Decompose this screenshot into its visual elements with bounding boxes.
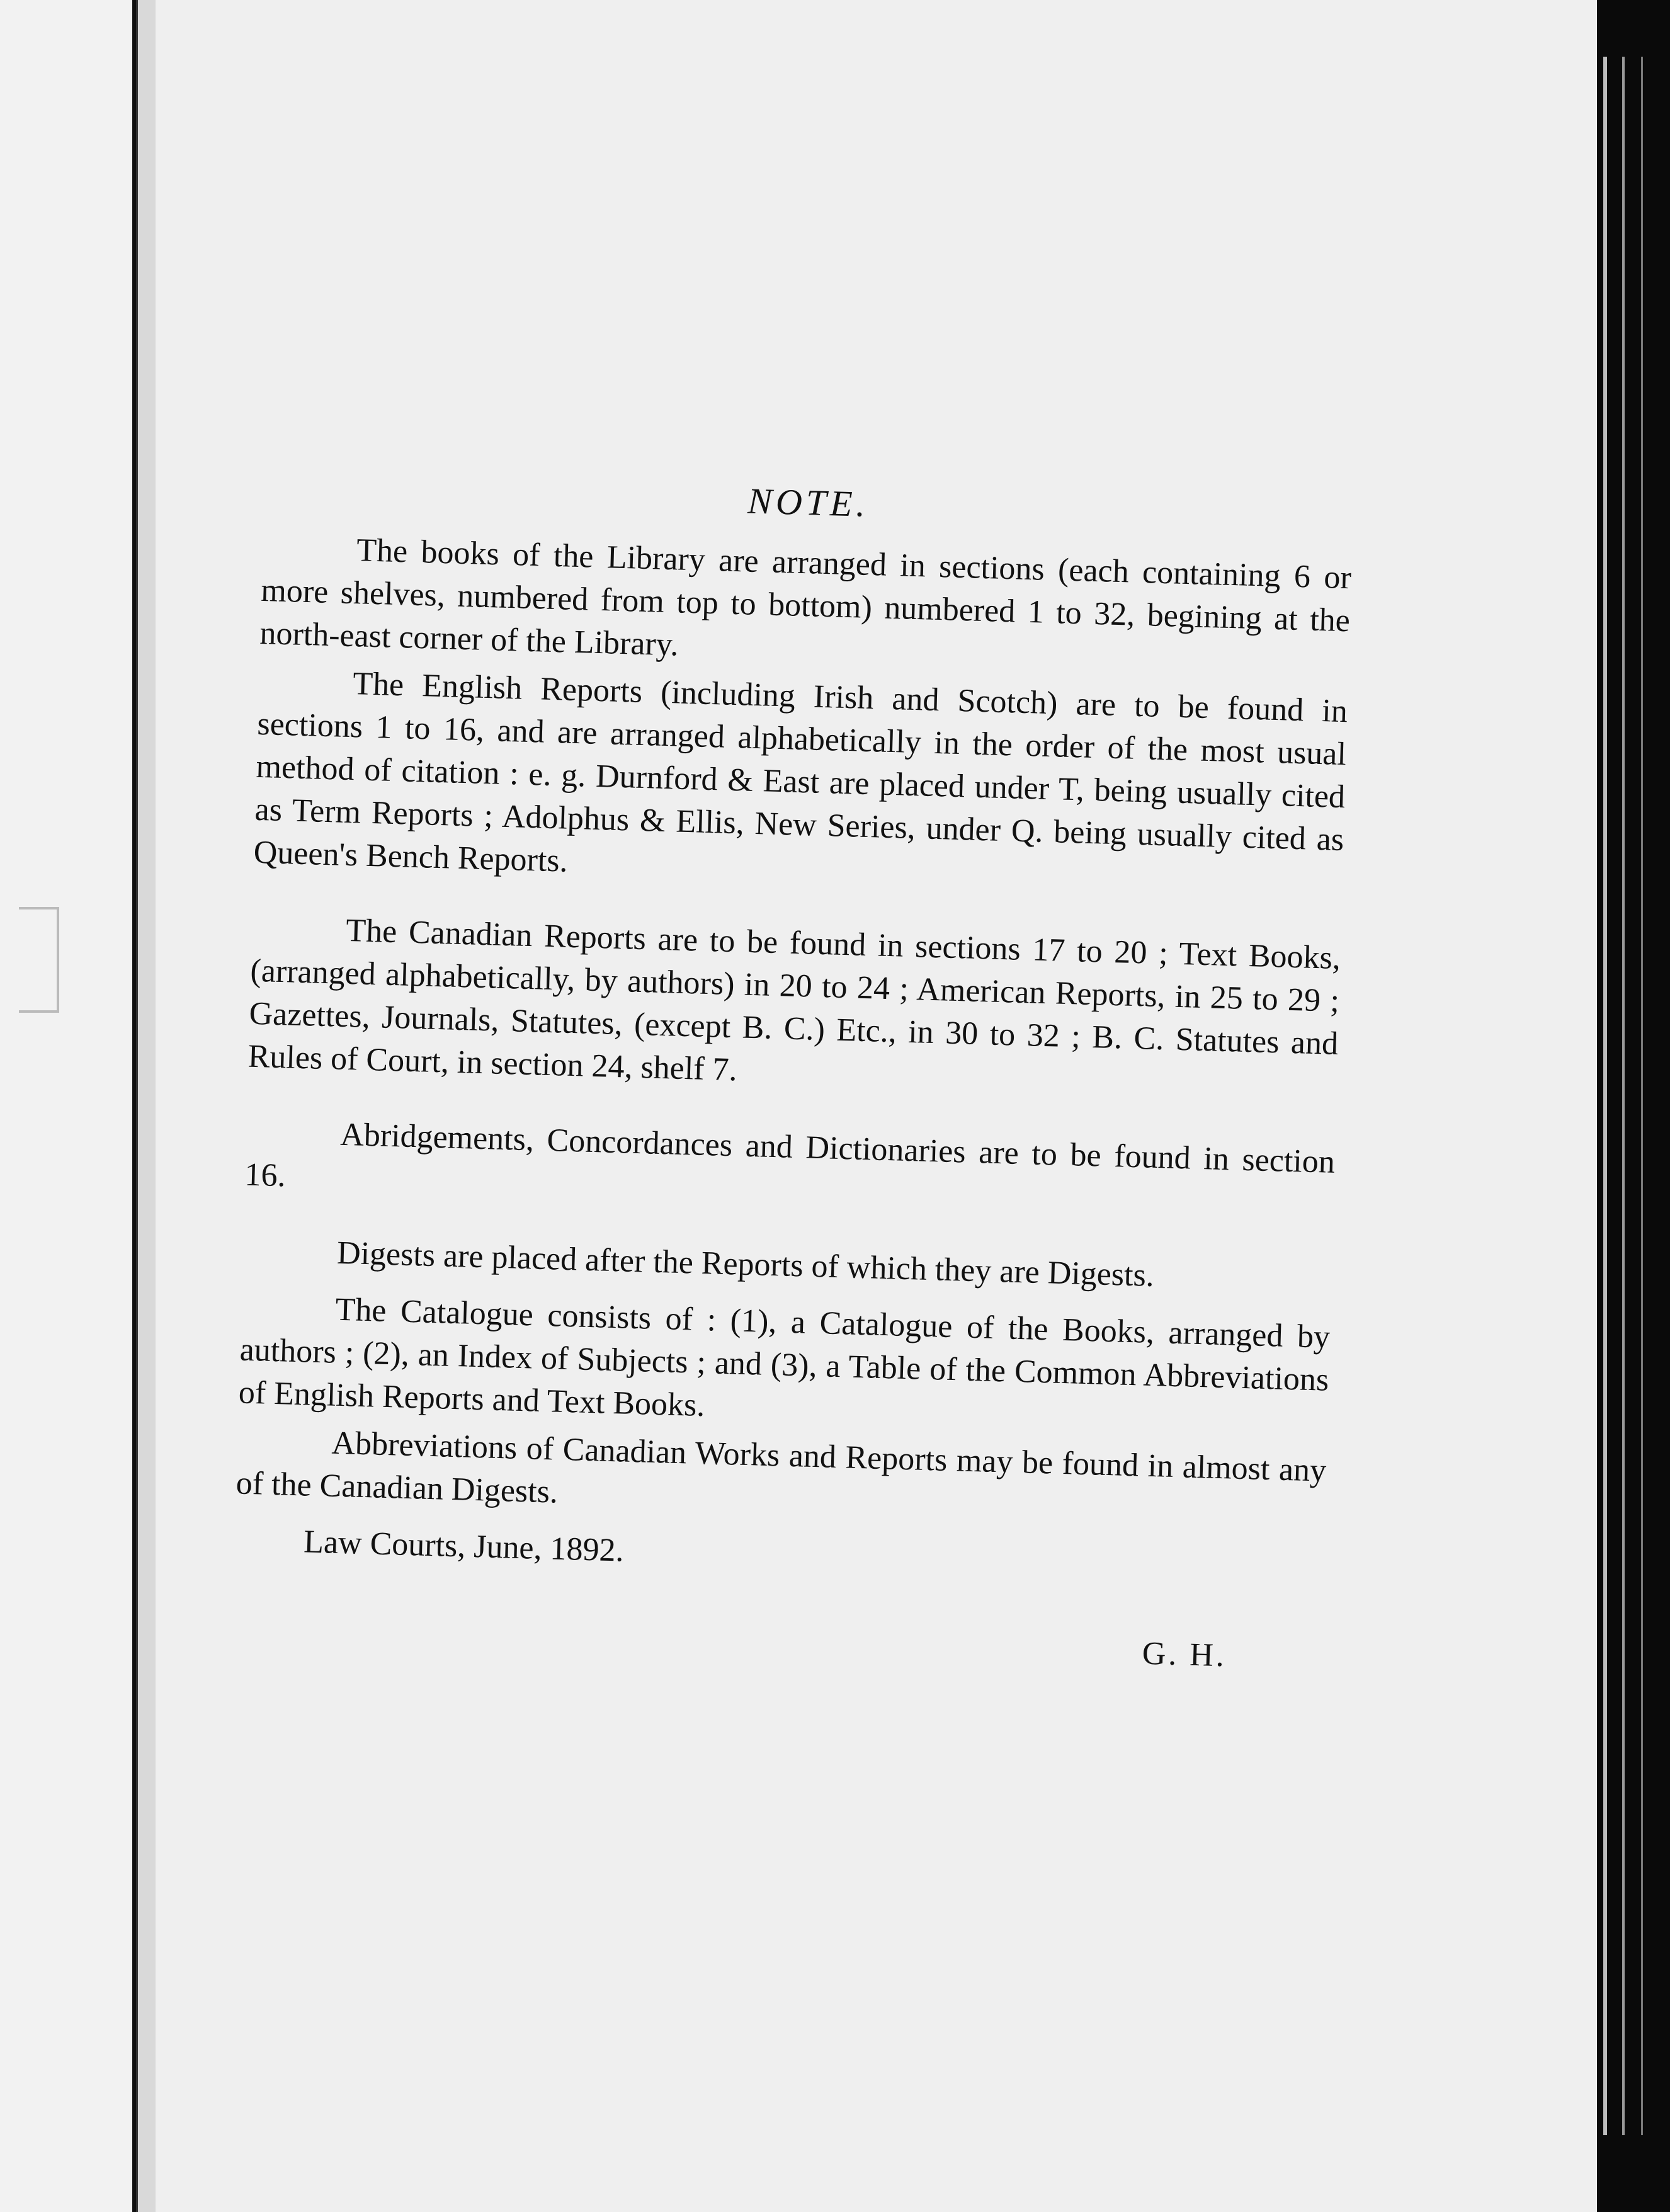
paragraph-sections: The books of the Library are arranged in sections (each containing 6 or more shelves, numbered from top to bottom) numbered 1 to 32, begining at the north-east corner of the Library. <box>259 532 1352 663</box>
paragraph-abridgements: Abridgements, Concordances and Dictionaries are to be found in section 16. <box>244 1116 1336 1194</box>
signature-initials: G. H. <box>1142 1635 1227 1674</box>
paragraph-english-reports: The English Reports (including Irish and Scotch) are to be found in sections 1 to 16, and are arranged alphabetically in the order of the most usual method of citation : e. g. Durnford & East are placed under T, being usually cited as Term Reports ; Adolphus & Ellis, New Series, under Q. being usually cited as Queen's Bench Reports. <box>253 666 1348 879</box>
paragraph-canadian-reports: The Canadian Reports are to be found in sections 17 to 20 ; Text Books, (arranged alphabetically, by authors) in 20 to 24 ; American Reports, in 25 to 29 ; Gazettes, Journals, Statutes, (except B. C.) Etc., in 30 to 32 ; B. C. Statutes and Rules of Court, in section 24, shelf 7. <box>247 912 1341 1088</box>
paragraph-abbreviations: Abbreviations of Canadian Works and Reports may be found in almost any of the Canadian Digests. <box>236 1425 1327 1510</box>
edge-line <box>1603 57 1607 2135</box>
paragraph-digests: Digests are placed after the Reports of which they are Digests. <box>336 1234 1155 1294</box>
edge-line <box>1641 57 1643 2135</box>
place-date: Law Courts, June, 1892. <box>303 1524 625 1569</box>
paragraph-catalogue: The Catalogue consists of : (1), a Catalogue of the Books, arranged by authors ; (2), an Index of Subjects ; and (3), a Table of the Common Abbreviations of English Reports and Text Books. <box>238 1291 1331 1424</box>
edge-line <box>1622 57 1625 2135</box>
note-text-block <box>232 466 1354 1680</box>
page-gutter <box>136 0 156 2212</box>
book-edge <box>1597 0 1670 2212</box>
bracket-mark <box>19 907 59 1013</box>
left-facing-page <box>0 0 136 2212</box>
note-heading: NOTE. <box>747 480 870 525</box>
